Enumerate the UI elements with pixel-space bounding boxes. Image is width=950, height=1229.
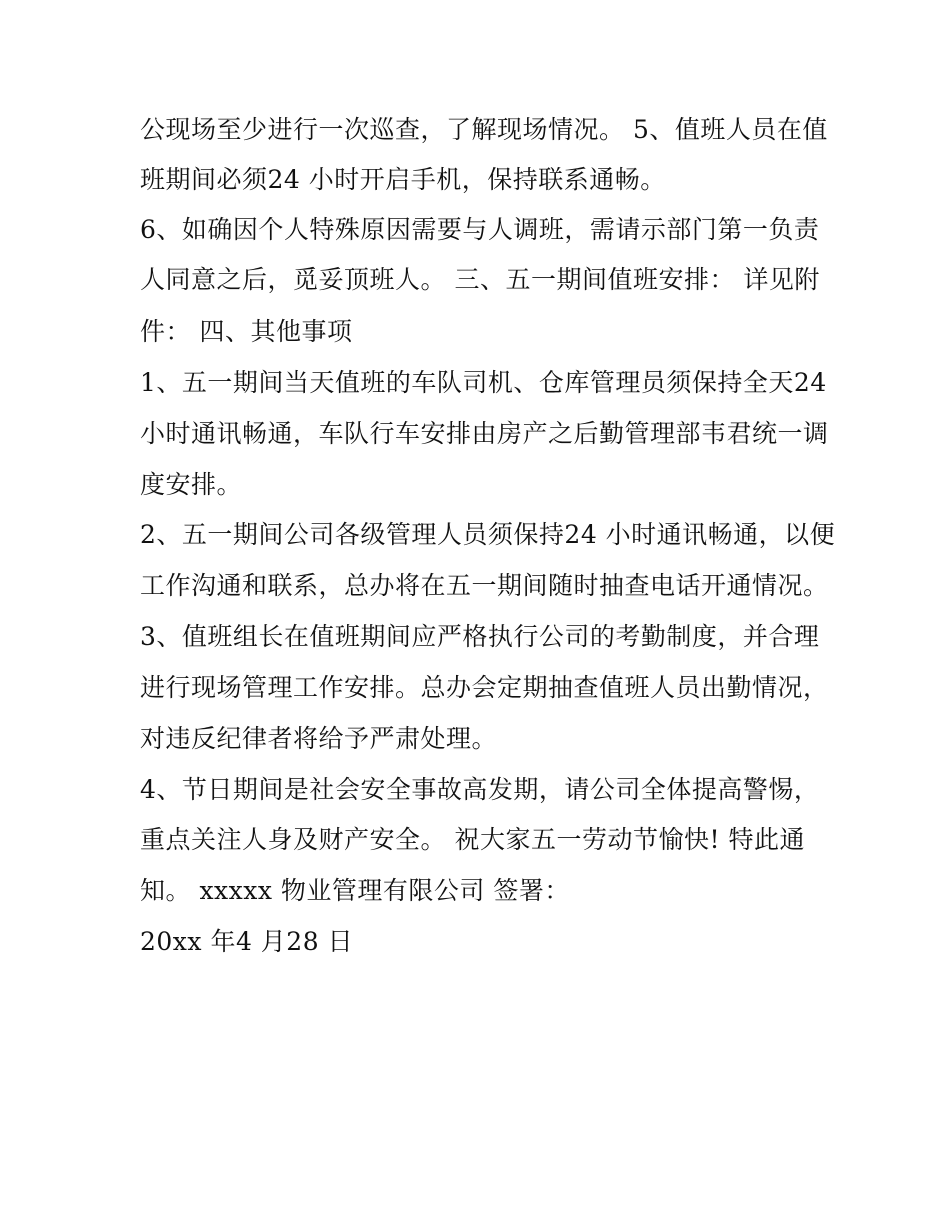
- text-line: 件： 四、其他事项: [140, 317, 353, 346]
- text-line: 进行现场管理工作安排。总办会定期抽查值班人员出勤情况，: [140, 673, 829, 702]
- text-line: 工作沟通和联系，总办将在五一期间随时抽查电话开通情况。: [140, 571, 829, 600]
- date-line: 20xx 年4 月28 日: [140, 927, 354, 956]
- text-line: 人同意之后，觅妥顶班人。 三、五一期间值班安排： 详见附: [140, 265, 820, 294]
- text-line: 公现场至少进行一次巡查，了解现场情况。 5、值班人员在值: [140, 115, 828, 144]
- text-line: 4、节日期间是社会安全事故高发期，请公司全体提高警惕，: [140, 775, 820, 804]
- text-line: 2、五一期间公司各级管理人员须保持24 小时通讯畅通，以便: [140, 520, 836, 549]
- text-line: 重点关注人身及财产安全。 祝大家五一劳动节愉快! 特此通: [140, 825, 805, 854]
- text-line: 3、值班组长在值班期间应严格执行公司的考勤制度，并合理: [140, 622, 820, 651]
- text-line: 1、五一期间当天值班的车队司机、仓库管理员须保持全天24: [140, 368, 827, 397]
- text-line: 知。 xxxxx 物业管理有限公司 签署：: [140, 876, 570, 905]
- text-line: 6、如确因个人特殊原因需要与人调班，需请示部门第一负责: [140, 215, 820, 244]
- text-line: 小时通讯畅通，车队行车安排由房产之后勤管理部韦君统一调: [140, 419, 829, 448]
- text-line: 班期间必须24 小时开启手机，保持联系通畅。: [140, 165, 666, 194]
- text-line: 度安排。: [140, 470, 243, 499]
- text-line: 对违反纪律者将给予严肃处理。: [140, 724, 498, 753]
